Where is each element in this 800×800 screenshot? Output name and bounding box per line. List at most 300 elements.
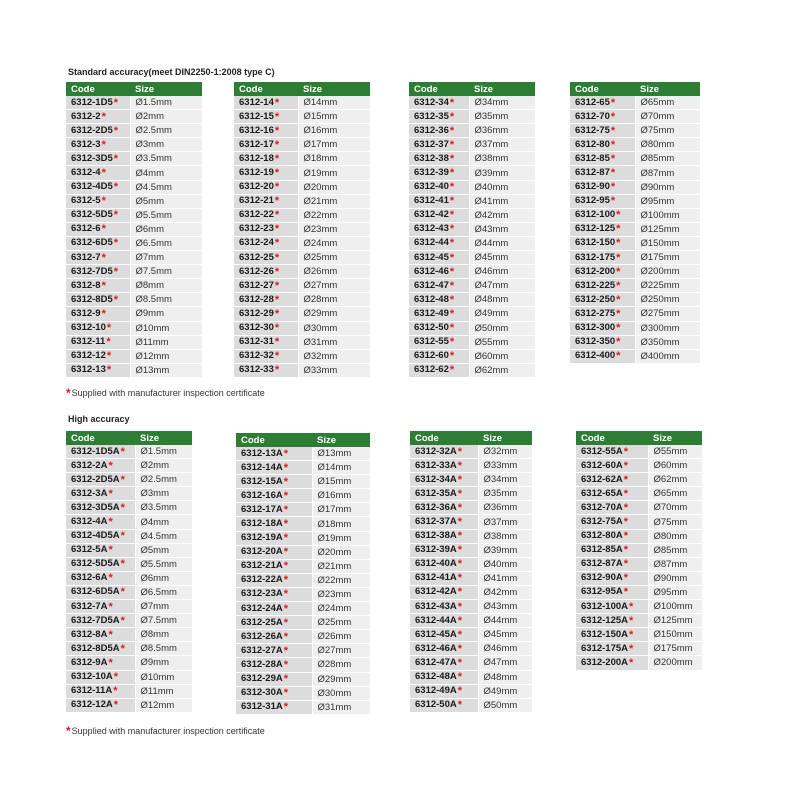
code-cell — [409, 180, 469, 194]
size-cell: Ø22mm — [298, 208, 370, 222]
asterisk-icon: * — [457, 530, 463, 543]
table-row — [409, 138, 535, 152]
code-cell — [570, 180, 635, 194]
product-code: 6312-31 — [239, 336, 274, 348]
table-row — [570, 293, 700, 307]
asterisk-icon: * — [108, 459, 113, 472]
product-code: 6312-15 — [239, 110, 274, 122]
asterisk-icon: * — [113, 265, 119, 278]
table-row — [66, 321, 202, 335]
product-code: 6312-33 — [239, 364, 274, 376]
code-cell — [234, 96, 298, 110]
asterisk-icon: * — [629, 600, 634, 613]
code-cell — [66, 363, 130, 377]
code-cell — [409, 293, 469, 307]
product-code: 6312-7 — [71, 251, 101, 263]
size-cell: Ø13mm — [130, 363, 202, 377]
product-code: 6312-22A — [241, 574, 283, 586]
asterisk-icon: * — [283, 602, 289, 615]
size-cell: Ø2.5mm — [130, 124, 202, 138]
table-row — [236, 602, 370, 616]
size-cell: Ø43mm — [469, 222, 535, 236]
code-cell — [66, 265, 130, 279]
product-code: 6312-25 — [239, 251, 274, 263]
code-cell — [66, 656, 135, 670]
size-cell: Ø35mm — [478, 487, 532, 501]
code-cell — [410, 473, 478, 487]
table-row — [234, 180, 370, 194]
column-header-code: Code — [410, 431, 478, 445]
asterisk-icon: * — [283, 701, 289, 714]
asterisk-icon: * — [449, 265, 455, 278]
asterisk-icon: * — [274, 364, 280, 377]
code-cell — [570, 96, 635, 110]
product-code: 6312-42A — [415, 586, 457, 598]
size-cell: Ø80mm — [635, 138, 700, 152]
table-row — [570, 166, 700, 180]
table-row — [570, 180, 700, 194]
asterisk-icon: * — [457, 501, 463, 514]
product-code: 6312-175 — [575, 251, 616, 263]
table-row — [234, 279, 370, 293]
code-cell — [236, 447, 312, 461]
table-row — [66, 265, 202, 279]
asterisk-icon: * — [457, 544, 463, 557]
code-cell — [576, 487, 648, 501]
asterisk-icon: * — [449, 181, 455, 194]
code-cell — [234, 194, 298, 208]
table-row — [570, 208, 700, 222]
table-row — [66, 110, 202, 124]
size-cell: Ø175mm — [635, 251, 700, 265]
size-cell: Ø40mm — [469, 180, 535, 194]
asterisk-icon: * — [113, 209, 119, 222]
table-row — [410, 501, 532, 515]
size-cell: Ø40mm — [478, 557, 532, 571]
code-cell — [66, 473, 135, 487]
table-row — [66, 543, 192, 557]
column-header-size: Size — [478, 431, 532, 445]
size-cell: Ø19mm — [298, 166, 370, 180]
table-row — [570, 194, 700, 208]
size-cell: Ø32mm — [478, 445, 532, 459]
code-cell — [410, 642, 478, 656]
size-cell: Ø42mm — [469, 208, 535, 222]
size-cell: Ø8.5mm — [130, 293, 202, 307]
code-cell — [570, 279, 635, 293]
code-cell — [236, 545, 312, 559]
product-code: 6312-16A — [241, 489, 283, 501]
size-cell: Ø11mm — [130, 335, 202, 349]
size-cell: Ø41mm — [469, 194, 535, 208]
code-cell — [236, 461, 312, 475]
code-cell — [66, 543, 135, 557]
size-cell: Ø21mm — [312, 559, 370, 573]
size-cell: Ø46mm — [478, 642, 532, 656]
product-code: 6312-1D5A — [71, 445, 120, 457]
code-cell — [570, 265, 635, 279]
product-code: 6312-42 — [414, 209, 449, 221]
code-cell — [234, 349, 298, 363]
size-cell: Ø70mm — [635, 110, 700, 124]
product-code: 6312-70 — [575, 110, 610, 122]
size-cell: Ø6.5mm — [135, 585, 192, 599]
column-header-size: Size — [469, 82, 535, 96]
size-cell: Ø125mm — [635, 222, 700, 236]
table-row — [410, 614, 532, 628]
table-row — [234, 166, 370, 180]
standard-table-3 — [409, 82, 535, 378]
asterisk-icon: * — [274, 237, 280, 250]
table-row — [66, 236, 202, 250]
code-cell — [410, 628, 478, 642]
product-code: 6312-100 — [575, 209, 616, 221]
table-row — [236, 447, 370, 461]
asterisk-icon: * — [449, 124, 455, 137]
product-code: 6312-46A — [415, 642, 457, 654]
code-cell — [236, 602, 312, 616]
product-code: 6312-24A — [241, 602, 283, 614]
code-cell — [409, 222, 469, 236]
table-row — [236, 475, 370, 489]
product-code: 6312-18A — [241, 518, 283, 530]
size-cell: Ø3.5mm — [130, 152, 202, 166]
size-cell: Ø28mm — [312, 658, 370, 672]
column-header-code: Code — [66, 431, 135, 445]
size-cell: Ø38mm — [478, 529, 532, 543]
asterisk-icon: * — [274, 223, 280, 236]
size-cell: Ø400mm — [635, 349, 700, 363]
product-code: 6312-200 — [575, 265, 616, 277]
size-cell: Ø55mm — [648, 445, 702, 459]
size-cell: Ø4.5mm — [130, 180, 202, 194]
table-row — [234, 222, 370, 236]
code-cell — [66, 152, 130, 166]
size-cell: Ø85mm — [635, 152, 700, 166]
asterisk-icon: * — [616, 209, 621, 222]
product-code: 6312-7D5 — [71, 265, 113, 277]
product-code: 6312-43A — [415, 600, 457, 612]
product-code: 6312-21A — [241, 560, 283, 572]
size-cell: Ø90mm — [635, 180, 700, 194]
code-cell — [409, 251, 469, 265]
asterisk-icon: * — [106, 322, 112, 335]
high-table-3 — [410, 431, 532, 713]
table-row — [234, 307, 370, 321]
asterisk-icon: * — [120, 558, 125, 571]
product-code: 6312-26A — [241, 630, 283, 642]
asterisk-icon: * — [449, 307, 455, 320]
asterisk-icon: * — [283, 574, 289, 587]
code-cell — [234, 152, 298, 166]
size-cell: Ø75mm — [648, 515, 702, 529]
table-row — [576, 473, 702, 487]
asterisk-icon: * — [457, 459, 463, 472]
table-row — [576, 557, 702, 571]
code-cell — [410, 557, 478, 571]
table-row — [66, 166, 202, 180]
table-row — [570, 279, 700, 293]
code-cell — [234, 236, 298, 250]
asterisk-icon: * — [120, 530, 125, 543]
size-cell: Ø16mm — [298, 124, 370, 138]
table-row — [66, 222, 202, 236]
size-cell: Ø48mm — [469, 293, 535, 307]
product-code: 6312-14 — [239, 96, 274, 108]
product-code: 6312-55 — [414, 336, 449, 348]
code-cell — [66, 515, 135, 529]
product-code: 6312-9 — [71, 307, 101, 319]
code-cell — [66, 208, 130, 222]
table-row — [66, 585, 192, 599]
table-row — [410, 684, 532, 698]
size-cell: Ø34mm — [478, 473, 532, 487]
asterisk-icon: * — [113, 685, 118, 698]
product-code: 6312-37A — [415, 516, 457, 528]
product-code: 6312-12A — [71, 699, 113, 711]
asterisk-icon: * — [616, 293, 621, 306]
product-code: 6312-31A — [241, 701, 283, 713]
table-row — [570, 152, 700, 166]
code-cell — [570, 194, 635, 208]
asterisk-icon: * — [120, 501, 125, 514]
product-code: 6312-2 — [71, 110, 101, 122]
product-code: 6312-38A — [415, 530, 457, 542]
code-cell — [409, 321, 469, 335]
code-cell — [570, 166, 635, 180]
size-cell: Ø3mm — [130, 138, 202, 152]
product-code: 6312-40 — [414, 181, 449, 193]
table-row — [66, 279, 202, 293]
asterisk-icon: * — [457, 671, 463, 684]
product-code: 6312-16 — [239, 124, 274, 136]
asterisk-icon: * — [449, 138, 455, 151]
asterisk-icon: * — [274, 279, 280, 292]
product-code: 6312-46 — [414, 265, 449, 277]
asterisk-icon: * — [101, 251, 106, 264]
asterisk-icon: * — [274, 152, 280, 165]
table-row — [66, 600, 192, 614]
table-row — [236, 559, 370, 573]
product-code: 6312-36A — [415, 501, 457, 513]
table-row — [409, 222, 535, 236]
code-cell — [576, 656, 648, 670]
code-cell — [576, 600, 648, 614]
table-row — [576, 459, 702, 473]
size-cell: Ø7mm — [130, 251, 202, 265]
code-cell — [570, 349, 635, 363]
code-cell — [236, 503, 312, 517]
asterisk-icon: * — [108, 572, 113, 585]
product-code: 6312-19A — [241, 532, 283, 544]
column-header-size: Size — [130, 82, 202, 96]
size-cell: Ø6mm — [135, 571, 192, 585]
high-table-4 — [576, 431, 702, 671]
asterisk-icon: * — [274, 350, 280, 363]
standard-table-4 — [570, 82, 700, 364]
asterisk-icon: * — [120, 445, 125, 458]
code-cell — [66, 349, 130, 363]
asterisk-icon: * — [457, 614, 463, 627]
asterisk-icon: * — [623, 501, 629, 514]
size-cell: Ø8mm — [135, 628, 192, 642]
product-code: 6312-20 — [239, 181, 274, 193]
asterisk-icon: * — [113, 671, 119, 684]
size-cell: Ø15mm — [298, 110, 370, 124]
asterisk-icon: * — [623, 544, 629, 557]
code-cell — [236, 531, 312, 545]
asterisk-icon: * — [101, 223, 106, 236]
column-header-code: Code — [236, 433, 312, 447]
asterisk-icon: * — [274, 167, 280, 180]
asterisk-icon: * — [616, 307, 621, 320]
code-cell — [409, 279, 469, 293]
code-cell — [66, 293, 130, 307]
product-code: 6312-6D5A — [71, 586, 120, 598]
code-cell — [66, 96, 130, 110]
product-code: 6312-8D5A — [71, 642, 120, 654]
product-code: 6312-44A — [415, 614, 457, 626]
size-cell: Ø14mm — [312, 461, 370, 475]
size-cell: Ø4mm — [130, 166, 202, 180]
asterisk-icon: * — [457, 685, 463, 698]
code-cell — [66, 222, 130, 236]
code-cell — [66, 251, 130, 265]
asterisk-icon: * — [616, 336, 621, 349]
asterisk-icon: * — [283, 447, 289, 460]
code-cell — [410, 614, 478, 628]
size-cell: Ø20mm — [312, 545, 370, 559]
size-cell: Ø2mm — [130, 110, 202, 124]
table-row — [236, 573, 370, 587]
code-cell — [66, 194, 130, 208]
size-cell: Ø16mm — [312, 489, 370, 503]
table-row — [236, 672, 370, 686]
size-cell: Ø31mm — [312, 700, 370, 714]
asterisk-icon: * — [108, 516, 113, 529]
table-header-row — [409, 82, 535, 96]
code-cell — [410, 698, 478, 712]
asterisk-icon: * — [108, 656, 113, 669]
product-code: 6312-95A — [581, 586, 623, 598]
table-header-row — [66, 431, 192, 445]
code-cell — [576, 459, 648, 473]
product-code: 6312-175A — [581, 642, 629, 654]
asterisk-icon: * — [66, 724, 71, 738]
table-row — [66, 515, 192, 529]
size-cell: Ø23mm — [298, 222, 370, 236]
code-cell — [236, 573, 312, 587]
size-cell: Ø275mm — [635, 307, 700, 321]
code-cell — [570, 152, 635, 166]
code-cell — [576, 557, 648, 571]
size-cell: Ø29mm — [312, 672, 370, 686]
asterisk-icon: * — [108, 487, 113, 500]
code-cell — [66, 529, 135, 543]
product-code: 6312-5D5A — [71, 558, 120, 570]
product-code: 6312-4 — [71, 167, 101, 179]
size-cell: Ø18mm — [312, 517, 370, 531]
asterisk-icon: * — [120, 642, 125, 655]
asterisk-icon: * — [113, 181, 119, 194]
product-code: 6312-60A — [581, 459, 623, 471]
table-row — [66, 642, 192, 656]
code-cell — [66, 684, 135, 698]
product-code: 6312-49A — [415, 685, 457, 697]
product-code: 6312-90 — [575, 181, 610, 193]
asterisk-icon: * — [283, 658, 289, 671]
asterisk-icon: * — [623, 586, 629, 599]
size-cell: Ø49mm — [469, 307, 535, 321]
asterisk-icon: * — [283, 475, 289, 488]
code-cell — [409, 349, 469, 363]
product-code: 6312-3A — [71, 487, 108, 499]
table-row — [66, 152, 202, 166]
asterisk-icon: * — [283, 644, 289, 657]
table-row — [410, 557, 532, 571]
size-cell: Ø1.5mm — [130, 96, 202, 110]
size-cell: Ø5mm — [130, 194, 202, 208]
asterisk-icon: * — [274, 138, 280, 151]
size-cell: Ø45mm — [478, 628, 532, 642]
product-code: 6312-39A — [415, 544, 457, 556]
table-row — [66, 445, 192, 459]
high-certificate-note — [66, 724, 265, 738]
table-row — [409, 265, 535, 279]
asterisk-icon: * — [623, 558, 629, 571]
size-cell: Ø75mm — [635, 124, 700, 138]
product-code: 6312-150 — [575, 237, 616, 249]
size-cell: Ø200mm — [635, 265, 700, 279]
product-code: 6312-4D5 — [71, 181, 113, 193]
product-code: 6312-50 — [414, 322, 449, 334]
product-code: 6312-39 — [414, 167, 449, 179]
product-code: 6312-38 — [414, 152, 449, 164]
size-cell: Ø12mm — [135, 698, 192, 712]
asterisk-icon: * — [457, 487, 463, 500]
code-cell — [409, 96, 469, 110]
code-cell — [409, 363, 469, 377]
product-code: 6312-9A — [71, 656, 108, 668]
code-cell — [66, 110, 130, 124]
asterisk-icon: * — [629, 656, 634, 669]
asterisk-icon: * — [113, 293, 119, 306]
table-row — [66, 293, 202, 307]
table-row — [576, 642, 702, 656]
code-cell — [236, 587, 312, 601]
table-row — [410, 670, 532, 684]
product-code: 6312-3D5A — [71, 501, 120, 513]
product-code: 6312-62 — [414, 364, 449, 376]
product-code: 6312-34A — [415, 473, 457, 485]
table-row — [66, 656, 192, 670]
product-code: 6312-47 — [414, 279, 449, 291]
size-cell: Ø1.5mm — [135, 445, 192, 459]
asterisk-icon: * — [449, 167, 455, 180]
asterisk-icon: * — [449, 350, 455, 363]
product-code: 6312-25A — [241, 616, 283, 628]
asterisk-icon: * — [274, 265, 280, 278]
code-cell — [570, 236, 635, 250]
code-cell — [236, 517, 312, 531]
table-row — [234, 293, 370, 307]
code-cell — [570, 307, 635, 321]
asterisk-icon: * — [274, 195, 280, 208]
code-cell — [236, 658, 312, 672]
size-cell: Ø62mm — [648, 473, 702, 487]
standard-certificate-note — [66, 386, 265, 400]
product-code: 6312-200A — [581, 656, 629, 668]
